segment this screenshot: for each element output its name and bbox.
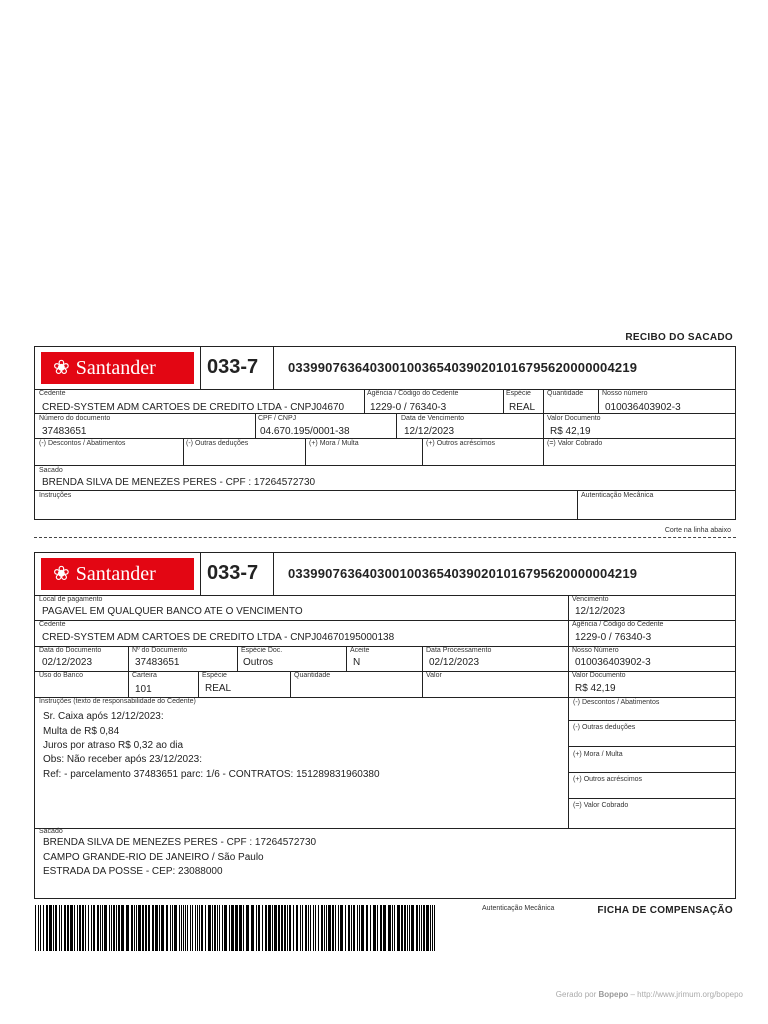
barcode-bar (219, 905, 220, 951)
instrucao-line: Multa de R$ 0,84 (43, 726, 120, 737)
barcode-bar (305, 905, 307, 951)
label-nosso-numero: Nosso número (602, 390, 648, 397)
recibo-valor-documento: R$ 42,19 (550, 426, 591, 437)
barcode-bar (262, 905, 263, 951)
barcode-bar (199, 905, 200, 951)
recibo-bank-logo: ❀ Santander (41, 352, 194, 384)
ficha-local-pagamento: PAGAVEL EM QUALQUER BANCO ATE O VENCIMENTO (42, 606, 303, 617)
barcode-bar (116, 905, 117, 951)
barcode-bar (113, 905, 115, 951)
barcode-bar (181, 905, 182, 951)
barcode-bar (335, 905, 336, 951)
instrucao-line: Ref: - parcelamento 37483651 parc: 1/6 - CONTRATOS: 151289831960380 (43, 769, 380, 780)
barcode-bar (148, 905, 150, 951)
barcode-bar (43, 905, 44, 951)
barcode-bar (272, 905, 273, 951)
barcode-bar (302, 905, 303, 951)
barcode-bar (289, 905, 291, 951)
barcode-bar (338, 905, 339, 951)
recibo-nosso-numero: 010036403902-3 (605, 402, 681, 413)
label-ficha-sacado: Sacado (39, 828, 63, 835)
label-vencimento: Vencimento (572, 596, 609, 603)
label-mora-multa: (+) Mora / Multa (309, 440, 359, 447)
label-instrucoes: Instruções (39, 492, 72, 499)
barcode-bar (321, 905, 323, 951)
barcode-bar (174, 905, 177, 951)
label-valor-documento: Valor Documento (547, 415, 601, 422)
label-quantidade-ficha: Quantidade (294, 672, 331, 679)
recibo-title: RECIBO DO SACADO (625, 332, 733, 343)
barcode-bar (97, 905, 99, 951)
recibo-data-vencimento: 12/12/2023 (404, 426, 455, 437)
footer-brand: Bopepo (598, 990, 629, 999)
barcode-bar (61, 905, 62, 951)
ficha-cedente: CRED-SYSTEM ADM CARTOES DE CREDITO LTDA - CNPJ04670195000138 (42, 632, 395, 643)
barcode-bar (145, 905, 147, 951)
barcode-bar (246, 905, 249, 951)
recibo-agencia: 1229-0 / 76340-3 (370, 402, 447, 413)
ficha-especie-doc: Outros (243, 657, 274, 668)
barcode-bar (59, 905, 60, 951)
label-ficha-nosso-numero: Nosso Número (572, 647, 619, 654)
instrucao-line: Sr. Caixa após 12/12/2023: (43, 711, 164, 722)
barcode-bar (91, 905, 92, 951)
sacado-line: ESTRADA DA POSSE - CEP: 23088000 (43, 866, 223, 877)
barcode-bar (109, 905, 110, 951)
barcode-bar (324, 905, 325, 951)
barcode-bar (421, 905, 422, 951)
footer-credit: Gerado por Bopepo – http://www.jrimum.org/bopepo (555, 990, 743, 999)
barcode-bar (170, 905, 171, 951)
barcode-bar (88, 905, 89, 951)
ficha-agencia: 1229-0 / 76340-3 (575, 632, 652, 643)
instrucao-line: Juros por atraso R$ 0,32 ao dia (43, 740, 184, 751)
recibo-numero-documento: 37483651 (42, 426, 87, 437)
barcode-bar (235, 905, 238, 951)
barcode-bar (310, 905, 311, 951)
label-data-documento: Data do Documento (39, 647, 102, 654)
recibo-linha-digitavel: 03399076364030010036540390201016795620000004219 (288, 360, 638, 375)
barcode-bar (53, 905, 54, 951)
barcode-bar (256, 905, 257, 951)
barcode-bar (77, 905, 78, 951)
flame-icon: ❀ (53, 357, 70, 379)
barcode-bar (104, 905, 107, 951)
barcode-bar (388, 905, 391, 951)
barcode-bar (313, 905, 314, 951)
label-ficha-outras-deducoes: (-) Outras deduções (573, 724, 636, 731)
barcode-bar (197, 905, 198, 951)
cut-line (34, 537, 736, 538)
barcode-bar (187, 905, 188, 951)
label-ficha-instrucoes: Instruções (texto de responsabilidade do Cedente) (39, 698, 196, 705)
barcode-bar (407, 905, 408, 951)
barcode-bar (430, 905, 431, 951)
label-especie: Espécie (506, 390, 531, 397)
label-carteira: Carteira (132, 672, 157, 679)
label-ficha-outros-acrescimos: (+) Outros acréscimos (573, 776, 643, 783)
barcode-bar (38, 905, 39, 951)
barcode-bar (265, 905, 267, 951)
ficha-carteira: 101 (135, 684, 152, 695)
barcode-bar (274, 905, 277, 951)
corte-label: Corte na linha abaixo (664, 527, 731, 534)
ficha-data-processamento: 02/12/2023 (429, 657, 480, 668)
barcode-bar (131, 905, 133, 951)
barcode-bar (134, 905, 135, 951)
label-outras-deducoes: (-) Outras deduções (186, 440, 249, 447)
barcode-bar (357, 905, 358, 951)
label-especie-doc: Espécie Doc. (241, 647, 283, 654)
barcode-bar (138, 905, 141, 951)
barcode-bar (79, 905, 81, 951)
label-uso-banco: Uso do Banco (39, 672, 83, 679)
label-especie-ficha: Espécie (202, 672, 227, 679)
barcode-bar (190, 905, 191, 951)
ficha-nosso-numero: 010036403902-3 (575, 657, 651, 668)
barcode-bar (121, 905, 124, 951)
recibo-cedente: CRED-SYSTEM ADM CARTOES DE CREDITO LTDA - CNPJ04670 (42, 402, 345, 413)
recibo-especie: REAL (509, 402, 536, 413)
barcode-bar (392, 905, 393, 951)
barcode-bar (217, 905, 218, 951)
barcode-bar (345, 905, 346, 951)
barcode-bar (214, 905, 216, 951)
recibo-bank-code: 033-7 (207, 356, 259, 378)
barcode-bar (35, 905, 36, 951)
ficha-aceite: N (353, 657, 361, 668)
barcode-bar (377, 905, 378, 951)
ficha-especie: REAL (205, 683, 232, 694)
label-local-pagamento: Local de pagamento (39, 596, 103, 603)
barcode-bar (411, 905, 414, 951)
barcode-bar (201, 905, 203, 951)
recibo-cpf-cnpj: 04.670.195/0001-38 (260, 426, 350, 437)
barcode-bar (111, 905, 112, 951)
barcode-bar (315, 905, 316, 951)
barcode-bar (192, 905, 193, 951)
barcode-bar (366, 905, 368, 951)
barcode-bar (432, 905, 433, 951)
barcode-bar (159, 905, 160, 951)
recibo-sacado: BRENDA SILVA DE MENEZES PERES - CPF : 17264572730 (42, 477, 316, 488)
barcode-bar (102, 905, 103, 951)
label-numero-documento-ficha: Nº do Documento (132, 647, 188, 654)
barcode-bar (332, 905, 334, 951)
barcode-bar (64, 905, 66, 951)
barcode-bar (55, 905, 57, 951)
label-numero-documento: Número do documento (39, 415, 111, 422)
barcode-bar (155, 905, 158, 951)
label-quantidade: Quantidade (547, 390, 584, 397)
barcode-bar (40, 905, 41, 951)
barcode (35, 905, 437, 951)
label-cedente: Cedente (39, 390, 66, 397)
barcode-bar (136, 905, 137, 951)
label-agencia: Agência / Código do Cedente (367, 390, 459, 397)
barcode-bar (394, 905, 395, 951)
instrucao-line: Obs: Não receber após 23/12/2023: (43, 754, 202, 765)
barcode-bar (326, 905, 327, 951)
ficha-bank-code: 033-7 (207, 562, 259, 584)
ficha-vencimento: 12/12/2023 (575, 606, 626, 617)
barcode-bar (348, 905, 350, 951)
label-cpf-cnpj: CPF / CNPJ (258, 415, 297, 422)
barcode-bar (152, 905, 154, 951)
label-valor: Valor (426, 672, 442, 679)
barcode-bar (268, 905, 271, 951)
barcode-bar (126, 905, 129, 951)
label-ficha-cedente: Cedente (39, 621, 66, 628)
barcode-bar (224, 905, 227, 951)
barcode-bar (278, 905, 280, 951)
barcode-bar (231, 905, 234, 951)
barcode-bar (100, 905, 101, 951)
barcode-bar (49, 905, 52, 951)
barcode-bar (287, 905, 288, 951)
barcode-bar (296, 905, 298, 951)
sacado-line: CAMPO GRANDE-RIO DE JANEIRO / São Paulo (43, 852, 264, 863)
barcode-bar (293, 905, 294, 951)
barcode-bar (380, 905, 382, 951)
barcode-bar (416, 905, 418, 951)
label-ficha-autenticacao: Autenticação Mecânica (482, 905, 555, 912)
barcode-bar (172, 905, 173, 951)
flame-icon: ❀ (53, 563, 70, 585)
label-aceite: Aceite (350, 647, 370, 654)
ficha-numero-documento: 37483651 (135, 657, 180, 668)
barcode-bar (67, 905, 69, 951)
barcode-bar (308, 905, 309, 951)
label-sacado: Sacado (39, 467, 63, 474)
barcode-bar (82, 905, 84, 951)
label-descontos: (-) Descontos / Abatimentos (39, 440, 126, 447)
barcode-bar (142, 905, 144, 951)
barcode-bar (383, 905, 386, 951)
barcode-bar (361, 905, 364, 951)
barcode-bar (401, 905, 403, 951)
barcode-bar (328, 905, 331, 951)
label-data-vencimento: Data de Vencimento (401, 415, 465, 422)
barcode-bar (434, 905, 435, 951)
barcode-bar (161, 905, 164, 951)
barcode-bar (195, 905, 196, 951)
barcode-bar (404, 905, 406, 951)
barcode-bar (423, 905, 425, 951)
barcode-bar (251, 905, 254, 951)
barcode-bar (300, 905, 301, 951)
barcode-bar (93, 905, 95, 951)
barcode-bar (239, 905, 242, 951)
barcode-bar (212, 905, 213, 951)
barcode-bar (370, 905, 371, 951)
barcode-bar (353, 905, 355, 951)
barcode-bar (373, 905, 376, 951)
label-ficha-mora-multa: (+) Mora / Multa (573, 751, 623, 758)
ficha-valor-documento: R$ 42,19 (575, 683, 616, 694)
label-ficha-valor-cobrado: (=) Valor Cobrado (573, 802, 629, 809)
barcode-bar (351, 905, 352, 951)
barcode-bar (222, 905, 223, 951)
label-outros-acrescimos: (+) Outros acréscimos (426, 440, 496, 447)
barcode-bar (46, 905, 48, 951)
ficha-title: FICHA DE COMPENSAÇÃO (597, 905, 733, 916)
barcode-bar (70, 905, 73, 951)
barcode-bar (85, 905, 86, 951)
label-valor-cobrado: (=) Valor Cobrado (547, 440, 603, 447)
barcode-bar (229, 905, 230, 951)
barcode-bar (205, 905, 206, 951)
label-ficha-agencia: Agência / Código do Cedente (572, 621, 664, 628)
barcode-bar (208, 905, 211, 951)
barcode-bar (419, 905, 420, 951)
barcode-bar (409, 905, 410, 951)
barcode-bar (258, 905, 260, 951)
ficha-bank-logo: ❀ Santander (41, 558, 194, 590)
ficha-linha-digitavel: 03399076364030010036540390201016795620000004219 (288, 566, 638, 581)
barcode-bar (340, 905, 343, 951)
barcode-bar (426, 905, 429, 951)
barcode-bar (183, 905, 184, 951)
barcode-bar (359, 905, 360, 951)
barcode-bar (74, 905, 75, 951)
barcode-bar (118, 905, 120, 951)
label-ficha-descontos: (-) Descontos / Abatimentos (573, 699, 660, 706)
barcode-bar (166, 905, 168, 951)
barcode-bar (397, 905, 400, 951)
barcode-bar (243, 905, 244, 951)
barcode-bar (284, 905, 286, 951)
barcode-bar (318, 905, 319, 951)
barcode-bar (185, 905, 186, 951)
barcode-bar (179, 905, 180, 951)
label-autenticacao: Autenticação Mecânica (581, 492, 654, 499)
label-data-processamento: Data Processamento (426, 647, 492, 654)
label-ficha-valor-documento: Valor Documento (572, 672, 626, 679)
barcode-bar (281, 905, 283, 951)
sacado-line: BRENDA SILVA DE MENEZES PERES - CPF : 17264572730 (43, 837, 317, 848)
ficha-data-documento: 02/12/2023 (42, 657, 93, 668)
